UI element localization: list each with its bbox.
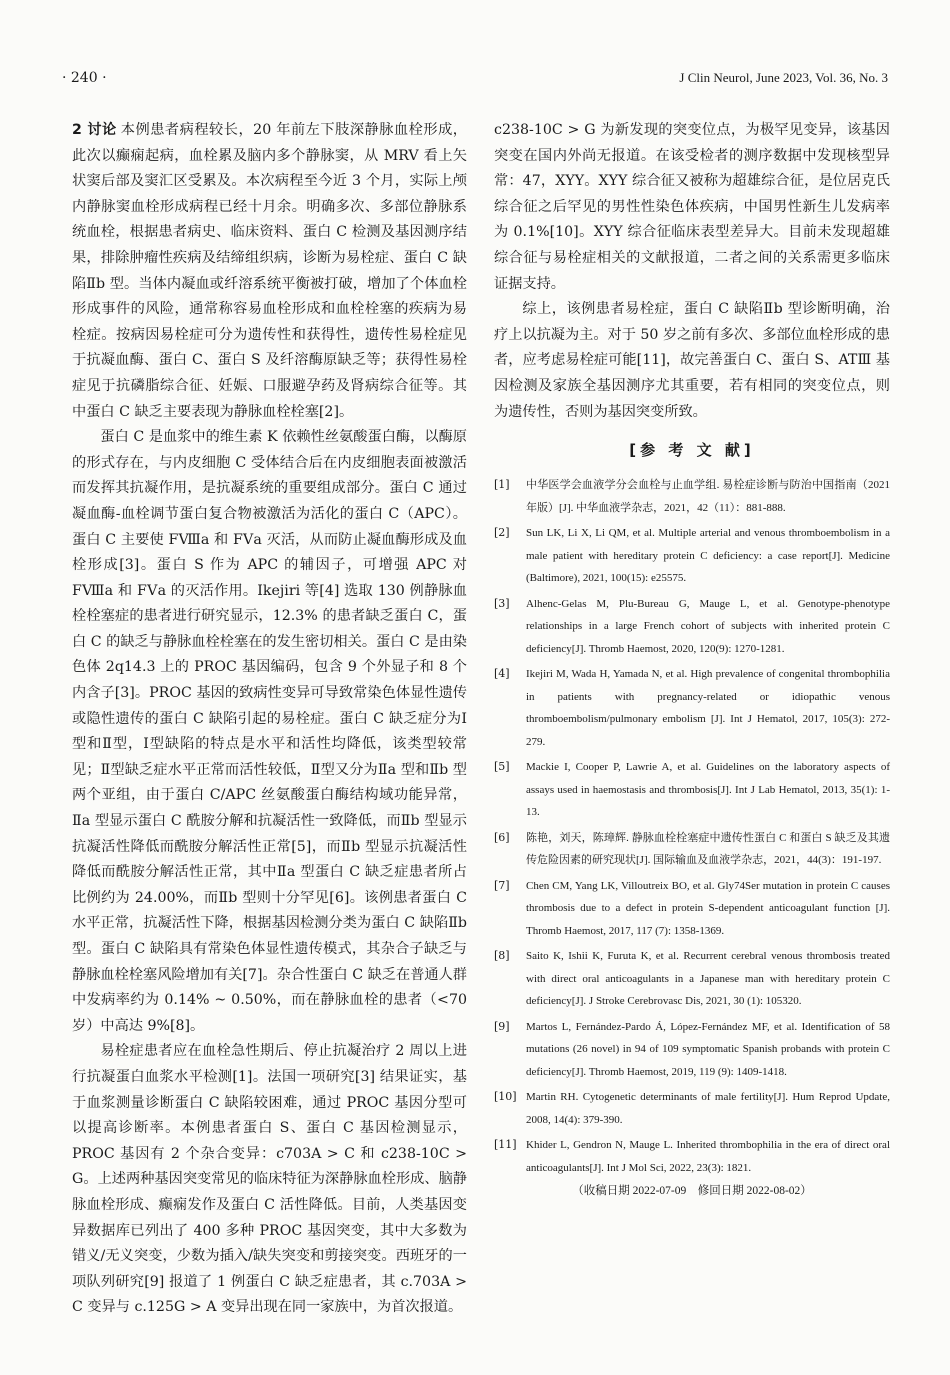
conclusion-paragraph: 综上，该例患者易栓症，蛋白 C 缺陷Ⅱb 型诊断明确，治疗上以抗凝为主。对于 50 岁之前有多次、多部位血栓形成的患者，应考虑易栓症可能[11]，故完善蛋白 C、蛋白 S、ATⅢ 基因检测及家族全基因测序尤其重要，若有相同的突变位点，则为遗传性，否则为基因突变所致。 [494, 301, 890, 420]
reference-item: [4] Ikejiri M, Wada H, Yamada N, et al. High prevalence of congenital thrombophilia in patients with pregnancy-related or idiopathic venous thromboembolism/pulmonary embolism [J]. Int J Hematol, 2017, 105(3): 272-279. [494, 667, 890, 748]
reference-item: [6] 陈艳，刘天，陈璋辉. 静脉血栓栓塞症中遗传性蛋白 C 和蛋白 S 缺乏及其遗传危险因素的研究现状[J]. 国际输血及血液学杂志，2021，44(3)：191-197. [494, 830, 890, 867]
reference-item: [10] Martin RH. Cytogenetic determinants of male fertility[J]. Hum Reprod Update, 2008, 14(4): 379-390. [494, 1090, 890, 1126]
reference-item: [8] Saito K, Ishii K, Furuta K, et al. Recurrent cerebral venous thrombosis treated with direct oral anticoagulants in a Japanese man with hereditary protein C deficiency[J]. J Stroke Cerebrovasc Dis, 2021, 30 (1): 105320. [494, 949, 890, 1008]
page-header [62, 70, 888, 90]
right-column [494, 118, 890, 1198]
received-revised-dates: （收稿日期 2022-07-09 修回日期 2022-08-02） [572, 1185, 812, 1198]
reference-item: [7] Chen CM, Yang LK, Villoutreix BO, et al. Gly74Ser mutation in protein C causes thrombosis due to a defect in protein S-dependent anticoagulant function [J]. Thromb Haemost, 2017, 117 (7): 1358-1369. [494, 878, 890, 937]
reference-item: [3] Alhenc-Gelas M, Plu-Bureau G, Mauge L, et al. Genotype-phenotype relationships in a large French cohort of subjects with inherited protein C deficiency[J]. Thromb Haemost, 2020, 120(9): 1270-1281. [494, 596, 890, 655]
reference-item: [2] Sun LK, Li X, Li QM, et al. Multiple arterial and venous thromboembolism in a male patient with hereditary protein C deficiency: a case report[J]. Medicine (Baltimore), 2021, 100(15): e25575. [494, 526, 890, 585]
references-list [494, 474, 890, 1179]
left-column [72, 118, 467, 1321]
reference-item: [11] Khider L, Gendron N, Mauge L. Inherited thrombophilia in the era of direct oral anticoagulants[J]. Int J Mol Sci, 2022, 23(3): 1821. [494, 1138, 890, 1174]
reference-item: [5] Mackie I, Cooper P, Lawrie A, et al. Guidelines on the laboratory aspects of assays used in haemostasis and thrombosis[J]. Int J Lab Hematol, 2013, 35(1): 1-13. [494, 760, 890, 819]
discussion-paragraph-3: 易栓症患者应在血栓急性期后、停止抗凝治疗 2 周以上进行抗凝蛋白血浆水平检测[1]。法国一项研究[3] 结果证实，基于血浆测量诊断蛋白 C 缺陷较困难，通过 PROC 基因分型可以提高诊断率。本例患者蛋白 S、蛋白 C 基因检测显示，PROC 基因有 2 个杂合变异：c703A > C 和 c238-10C > G。上述两种基因突变常见的临床特征为深静脉血栓形成、脑静脉血栓形成、癫痫发作及蛋白 C 活性降低。目前，人类基因变异数据库已列出了 400 多种 PROC 基因突变，其中大多数为错义/无义突变，少数为插入/缺失突变和剪接突变。西班牙的一项队列研究[9] 报道了 1 例蛋白 C 缺乏症患者，其 c.703A > C 变异与 c.125G > A 变异出现在同一家族中，为首次报道。 [72, 1043, 467, 1316]
section-heading: 2 讨论 [72, 122, 117, 138]
references-title: [参 考 文 献] [629, 441, 755, 460]
discussion-paragraph-1: 2 讨论 本例患者病程较长，20 年前左下肢深静脉血栓形成，此次以癫痫起病，血栓累及脑内多个静脉窦，从 MRV 看上矢状窦后部及窦汇区受累及。本次病程至今近 3 个月，实际上颅内静脉窦血栓形成病程已经十月余。明确多次、多部位静脉系统血栓，根据患者病史、临床资料、蛋白 C 检测及基因测序结果，排除肿瘤性疾病及结缔组织病，诊断为易栓症、蛋白 C 缺陷Ⅱb 型。当体内凝血或纤溶系统平衡被打破，增加了个体血栓形成事件的风险，通常称容易血栓形成和血栓栓塞的疾病为易栓症。按病因易栓症可分为遗传性和获得性，遗传性易栓症见于抗凝血酶、蛋白 C、蛋白 S 及纤溶酶原缺乏等；获得性易栓症见于抗磷脂综合征、妊娠、口服避孕药及肾病综合征等。其中蛋白 C 缺乏主要表现为静脉血栓栓塞[2]。 [72, 122, 467, 420]
journal-citation: J Clin Neurol, June 2023, Vol. 36, No. 3 [679, 70, 888, 85]
discussion-paragraph-4: c238-10C > G 为新发现的突变位点，为极罕见变异，该基因突变在国内外尚无报道。在该受检者的测序数据中发现核型异常：47，XYY。XYY 综合征又被称为超雄综合征，是位居克氏综合征之后罕见的男性性染色体疾病，中国男性新生儿发病率为 0.1%[10]。XYY 综合征临床表型差异大。目前未发现超雄综合征与易栓症相关的文献报道，二者之间的关系需更多临床证据支持。 [494, 122, 890, 292]
reference-item: [1] 中华医学会血液学分会血栓与止血学组. 易栓症诊断与防治中国指南（2021 年版）[J]. 中华血液学杂志，2021，42（11）：881-888. [494, 478, 890, 514]
page-number: · 240 · [62, 70, 107, 86]
reference-item: [9] Martos L, Fernández-Pardo Á, López-Fernández MF, et al. Identification of 58 mutations (26 novel) in 94 of 109 symptomatic Spanish probands with protein C deficiency[J]. Thromb Haemost, 2019, 119 (9): 1409-1418. [494, 1019, 890, 1078]
discussion-paragraph-2: 蛋白 C 是血浆中的维生素 K 依赖性丝氨酸蛋白酶，以酶原的形式存在，与内皮细胞 C 受体结合后在内皮细胞表面被激活而发挥其抗凝作用，是抗凝系统的重要组成部分。蛋白 C 通过凝血酶-血栓调节蛋白复合物被激活为活化的蛋白 C（APC）。蛋白 C 主要使 FⅧa 和 FⅤa 灭活，从而防止凝血酶形成及血栓形成[3]。蛋白 S 作为 APC 的辅因子，可增强 APC 对 FⅧa 和 FⅤa 的灭活作用。Ikejiri 等[4] 选取 130 例静脉血栓栓塞症的患者进行研究显示，12.3% 的患者缺乏蛋白 C，蛋白 C 的缺乏与静脉血栓栓塞在的发生密切相关。蛋白 C 是由染色体 2q14.3 上的 PROC 基因编码，包含 9 个外显子和 8 个内含子[3]。PROC 基因的致病性变异可导致常染色体显性遗传或隐性遗传的蛋白 C 缺陷引起的易栓症。蛋白 C 缺乏症分为Ⅰ型和Ⅱ型，Ⅰ型缺陷的特点是水平和活性均降低，该类型较常见；Ⅱ型缺乏症水平正常而活性较低，Ⅱ型又分为Ⅱa 型和Ⅱb 型两个亚组，由于蛋白 C/APC 丝氨酸蛋白酶结构域功能异常，Ⅱa 型显示蛋白 C 酰胺分解和抗凝活性一致降低，而Ⅱb 型显示抗凝活性降低而酰胺分解活性正常[5]，而Ⅱb 型显示抗凝活性降低而酰胺分解活性正常，其中Ⅱa 型蛋白 C 缺乏症患者所占比例约为 24.00%，而Ⅱb 型则十分罕见[6]。该例患者蛋白 C 水平正常，抗凝活性下降，根据基因检测分类为蛋白 C 缺陷Ⅱb 型。蛋白 C 缺陷具有常染色体显性遗传模式，其杂合子缺乏与静脉血栓栓塞风险增加有关[7]。杂合性蛋白 C 缺乏在普通人群中发病率约为 0.14% ~ 0.50%，而在静脉血栓的患者（<70 岁）中高达 9%[8]。 [72, 429, 467, 1034]
